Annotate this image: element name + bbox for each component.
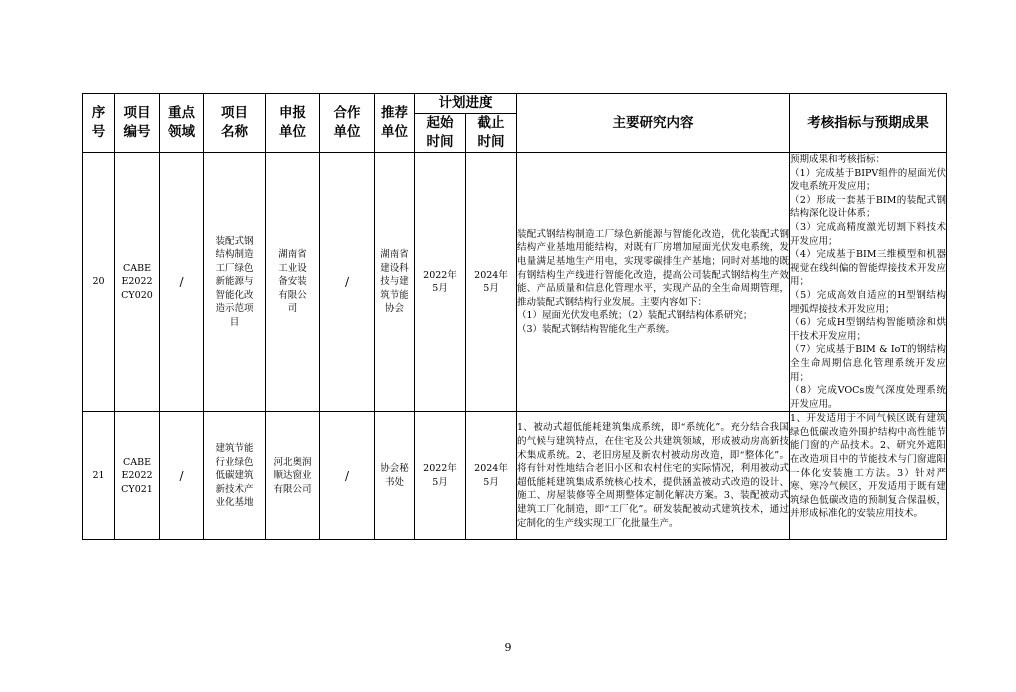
row-field: / xyxy=(160,412,204,540)
header-end: 截止时间 xyxy=(466,114,517,153)
row-recommender: 协会秘书处 xyxy=(375,412,415,540)
table-row xyxy=(83,412,947,540)
content-line: 1、被动式超低能耗建筑集成系统，即“系统化”。充分结合我国的气候与建筑特点，在住宅及公共建筑领域，形成被动房高新技术集成系统。2、老旧房屋及新农村被动房改造，即“整体化”。将有针对性地结合老旧小区和农村住宅的实际情况，利用被动式超低能耗建筑集成系统核心技术，提供涵盖被动式改造的设计、施工、房屋装修等全周期整体定制化解决方案。3、装配被动式建筑工厂化制造，即“工厂化”。研发装配被动式建筑技术，通过定制化的生产线实现工厂化批量生产。 xyxy=(517,422,789,529)
header-applicant: 申报单位 xyxy=(266,94,320,153)
header-seq: 序号 xyxy=(83,94,115,153)
row-results xyxy=(790,153,947,412)
row-results xyxy=(790,412,947,540)
header-start: 起始时间 xyxy=(415,114,466,153)
header-plan: 计划进度 xyxy=(415,94,517,114)
result-line: 1、开发适用于不同气候区既有建筑绿色低碳改造外围护结构中高性能节能门窗的产品技术。2、研究外遮阳在改造项目中的节能技术与门窗遮阳一体化安装施工方法。3）针对严寒、寒冷气候区，开发适用于既有建筑绿色低碳改造的预制复合保温板，并形成标准化的安装应用技术。 xyxy=(790,413,946,520)
result-line: （5）完成高效自适应的H型钢结构埋弧焊接技术开发应用； xyxy=(790,289,946,315)
result-line: （3）完成高精度激光切割下料技术开发应用； xyxy=(790,221,946,247)
header-partner: 合作单位 xyxy=(320,94,375,153)
content-line: 装配式钢结构制造工厂绿色新能源与智能化改造，优化装配式钢结构产业基地用能结构，对既有厂房增加屋面光伏发电系统，发电量满足基地生产用电，实现零碳排生产基地；同时对基地的既有钢结构生产线进行智能化改造，提高公司装配式钢结构生产效能、产品质量和信息化管理水平，实现产品的全生命周期管理，推动装配式钢结构行业发展。主要内容如下： xyxy=(517,228,789,308)
project-table xyxy=(82,93,947,540)
row-code: CABEE2022CY021 xyxy=(115,412,160,540)
header-content: 主要研究内容 xyxy=(517,94,790,153)
table-row xyxy=(83,153,947,412)
row-end: 2024年5月 xyxy=(466,153,517,412)
row-end: 2024年5月 xyxy=(466,412,517,540)
row-partner: / xyxy=(320,412,375,540)
content-line: （3）装配式钢结构智能化生产系统。 xyxy=(517,323,676,335)
row-applicant: 河北奥润顺达窗业有限公司 xyxy=(266,412,320,540)
result-line: （2）形成一套基于BIM的装配式钢结构深化设计体系； xyxy=(790,194,946,220)
result-line: （8）完成VOCs废气深度处理系统开发应用。 xyxy=(790,385,946,410)
row-code: CABEE2022CY020 xyxy=(115,153,160,412)
row-applicant: 湖南省工业设备安装有限公司 xyxy=(266,153,320,412)
row-name: 装配式钢结构制造工厂绿色新能源与智能化改造示范项目 xyxy=(204,153,266,412)
result-line: （1）完成基于BIPV组件的屋面光伏发电系统开发应用； xyxy=(790,167,946,193)
result-line: （7）完成基于BIM & IoT的钢结构全生命周期信息化管理系统开发应用； xyxy=(790,344,946,383)
row-seq: 21 xyxy=(83,412,115,540)
row-content xyxy=(517,153,790,412)
row-recommender: 湖南省建设科技与建筑节能协会 xyxy=(375,153,415,412)
result-line: （4）完成基于BIM三维模型和机器视觉在线纠偏的智能焊接技术开发应用； xyxy=(790,249,946,288)
page-number: 9 xyxy=(504,641,512,654)
header-recommender: 推荐单位 xyxy=(375,94,415,153)
row-partner: / xyxy=(320,153,375,412)
content-line: （1）屋面光伏发电系统；（2）装配式钢结构体系研究； xyxy=(517,310,753,322)
row-field: / xyxy=(160,153,204,412)
row-content xyxy=(517,412,790,540)
row-start: 2022年5月 xyxy=(415,412,466,540)
row-start: 2022年5月 xyxy=(415,153,466,412)
header-code: 项目编号 xyxy=(115,94,160,153)
result-line: （6）完成H型钢结构智能喷涂和烘干技术开发应用； xyxy=(790,317,946,342)
header-name: 项目名称 xyxy=(204,94,266,153)
header-results: 考核指标与预期成果 xyxy=(790,94,947,153)
header-field: 重点领域 xyxy=(160,94,204,153)
result-line: 预期成果和考核指标： xyxy=(790,154,886,165)
row-seq: 20 xyxy=(83,153,115,412)
row-name: 建筑节能行业绿色低碳建筑新技术产业化基地 xyxy=(204,412,266,540)
